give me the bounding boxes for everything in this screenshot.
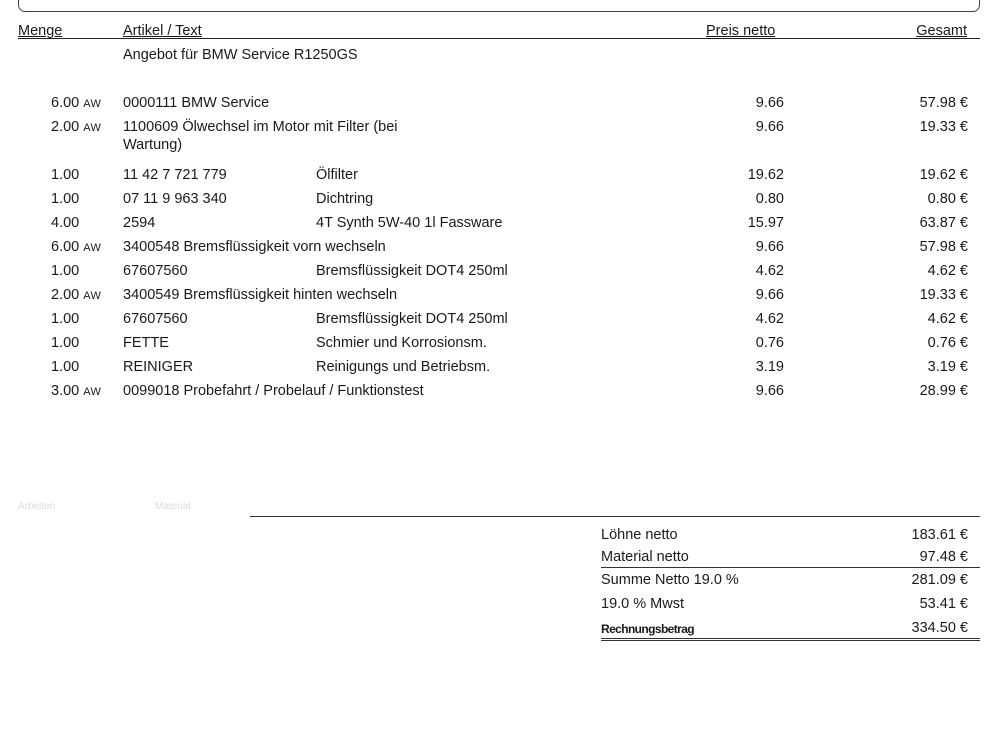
- table-row: [0, 334, 1008, 358]
- desc-cell: Dichtring: [316, 191, 374, 207]
- qty-cell: 6.00 AW: [51, 95, 102, 111]
- qty-cell: 1.00: [51, 167, 80, 183]
- summary-row: [601, 545, 980, 568]
- total-cell: 63.87 €: [919, 215, 968, 231]
- article-cell: 67607560: [123, 311, 188, 327]
- unit-label: AW: [83, 386, 102, 398]
- article-cell: 11 42 7 721 779: [123, 167, 227, 183]
- price-cell: 15.97: [747, 215, 784, 231]
- total-cell: 0.80 €: [927, 191, 968, 207]
- qty-cell: 4.00: [51, 215, 80, 231]
- price-cell: 4.62: [755, 311, 784, 327]
- qty-cell: 3.00 AW: [51, 383, 102, 399]
- total-cell: 0.76 €: [927, 335, 968, 351]
- top-frame: [18, 0, 980, 12]
- summary-label: Summe Netto 19.0 %: [601, 572, 739, 588]
- faded-label-left: Arbeiten: [18, 501, 56, 512]
- summary-row: [601, 568, 980, 590]
- total-cell: 4.62 €: [927, 263, 968, 279]
- header-rule: [18, 38, 980, 39]
- article-cell: FETTE: [123, 335, 169, 351]
- desc-cell: Bremsflüssigkeit DOT4 250ml: [316, 263, 508, 279]
- table-row: [0, 118, 1008, 160]
- qty-cell: 6.00 AW: [51, 239, 102, 255]
- unit-label: AW: [83, 122, 102, 134]
- table-row: [0, 214, 1008, 238]
- price-cell: 0.80: [755, 191, 784, 207]
- total-cell: 4.62 €: [927, 311, 968, 327]
- unit-label: AW: [83, 290, 102, 302]
- summary-value: 53.41 €: [919, 596, 968, 612]
- article-cell: 3400549 Bremsflüssigkeit hinten wechseln: [123, 287, 398, 303]
- article-cell: 0000111 BMW Service: [123, 95, 270, 111]
- summary-row-total: [601, 616, 980, 641]
- qty-cell: 1.00: [51, 359, 80, 375]
- summary-row: [601, 592, 980, 614]
- article-cell: 07 11 9 963 340: [123, 191, 227, 207]
- summary-label: Rechnungsbetrag: [601, 622, 695, 636]
- table-row: [0, 358, 1008, 382]
- price-cell: 3.19: [755, 359, 784, 375]
- table-row: [0, 94, 1008, 118]
- article-cell: 3400548 Bremsflüssigkeit vorn wechseln: [123, 239, 386, 255]
- intro-text: Angebot für BMW Service R1250GS: [123, 47, 358, 63]
- table-row: [0, 238, 1008, 262]
- header-gesamt: Gesamt: [916, 23, 967, 39]
- table-row: [0, 190, 1008, 214]
- desc-cell: Reinigungs und Betriebsm.: [316, 359, 491, 375]
- price-cell: 19.62: [747, 167, 784, 183]
- price-cell: 9.66: [755, 287, 784, 303]
- total-cell: 57.98 €: [919, 95, 968, 111]
- total-cell: 57.98 €: [919, 239, 968, 255]
- price-cell: 4.62: [755, 263, 784, 279]
- qty-cell: 2.00 AW: [51, 119, 102, 135]
- article-cell: 67607560: [123, 263, 188, 279]
- price-cell: 9.66: [755, 95, 784, 111]
- desc-cell: Ölfilter: [316, 167, 358, 183]
- price-cell: 9.66: [755, 383, 784, 399]
- summary-row: [601, 523, 980, 545]
- faded-label-right: Material: [155, 501, 191, 512]
- article-cell-continued: Wartung): [123, 137, 183, 153]
- total-cell: 19.33 €: [919, 287, 968, 303]
- unit-label: AW: [83, 242, 102, 254]
- price-cell: 0.76: [755, 335, 784, 351]
- table-row: [0, 382, 1008, 406]
- qty-cell: 1.00: [51, 191, 80, 207]
- article-cell: REINIGER: [123, 359, 194, 375]
- price-cell: 9.66: [755, 239, 784, 255]
- qty-cell: 1.00: [51, 335, 80, 351]
- header-preis: Preis netto: [706, 23, 776, 39]
- total-cell: 3.19 €: [927, 359, 968, 375]
- price-cell: 9.66: [755, 119, 784, 135]
- qty-cell: 1.00: [51, 263, 80, 279]
- table-row: [0, 262, 1008, 286]
- summary-label: 19.0 % Mwst: [601, 596, 684, 612]
- summary-value: 334.50 €: [911, 620, 968, 636]
- summary-label: Löhne netto: [601, 527, 678, 543]
- header-artikel: Artikel / Text: [123, 23, 202, 39]
- desc-cell: Bremsflüssigkeit DOT4 250ml: [316, 311, 508, 327]
- summary-value: 281.09 €: [911, 572, 968, 588]
- article-cell: 2594: [123, 215, 156, 231]
- header-menge: Menge: [18, 23, 63, 39]
- desc-cell: Schmier und Korrosionsm.: [316, 335, 487, 351]
- summary-value: 97.48 €: [919, 549, 968, 565]
- total-cell: 28.99 €: [919, 383, 968, 399]
- table-row: [0, 286, 1008, 310]
- summary-label: Material netto: [601, 549, 689, 565]
- table-row: [0, 166, 1008, 190]
- article-cell: 1100609 Ölwechsel im Motor mit Filter (bei: [123, 119, 398, 135]
- total-cell: 19.62 €: [919, 167, 968, 183]
- desc-cell: 4T Synth 5W-40 1l Fassware: [316, 215, 503, 231]
- table-row: [0, 310, 1008, 334]
- qty-cell: 1.00: [51, 311, 80, 327]
- total-cell: 19.33 €: [919, 119, 968, 135]
- summary-value: 183.61 €: [911, 527, 968, 543]
- unit-label: AW: [83, 98, 102, 110]
- summary-top-rule: [250, 516, 980, 517]
- article-cell: 0099018 Probefahrt / Probelauf / Funktionstest: [123, 383, 424, 399]
- qty-cell: 2.00 AW: [51, 287, 102, 303]
